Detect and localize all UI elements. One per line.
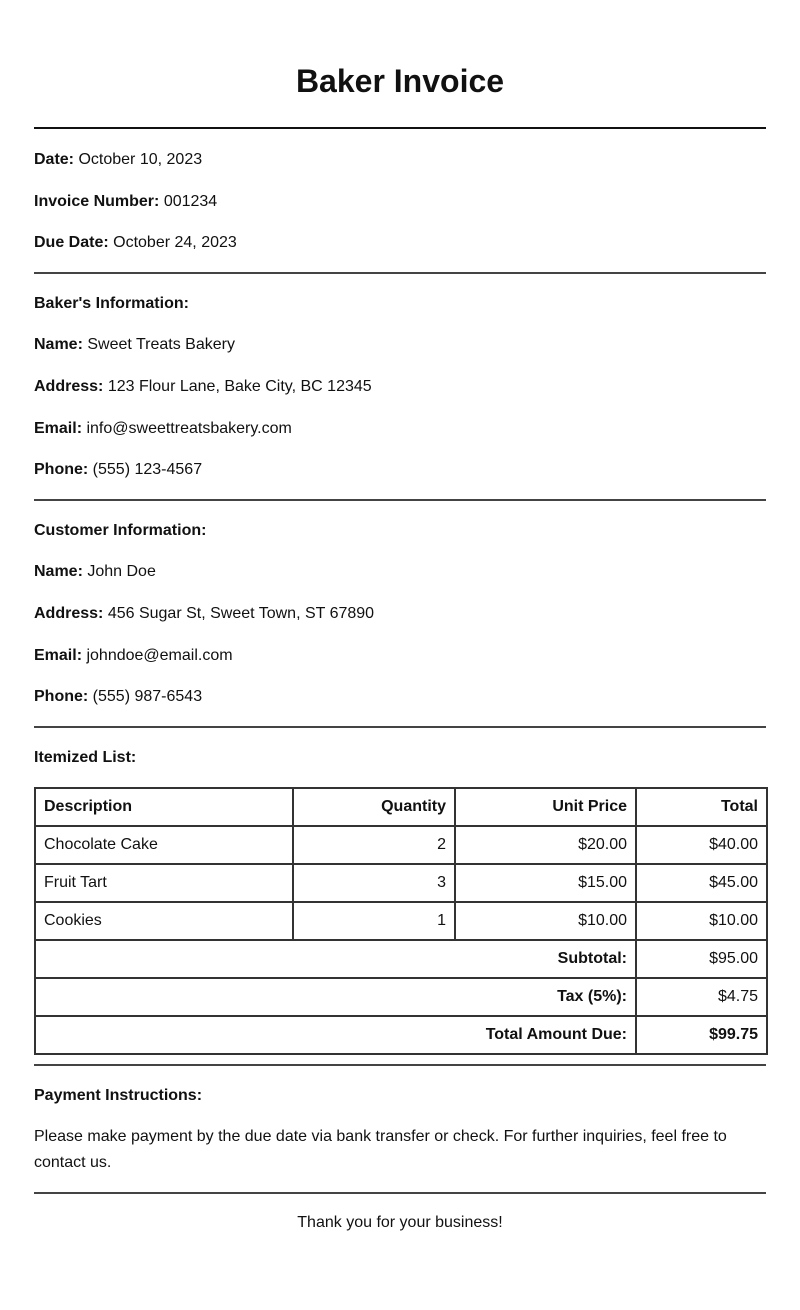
customer-email-value: johndoe@email.com [86, 647, 233, 664]
customer-info-heading: Customer Information: [34, 522, 207, 539]
subtotal-label: Subtotal: [35, 940, 636, 978]
baker-phone-label: Phone: [34, 461, 89, 478]
due-date-label: Due Date: [34, 234, 109, 251]
customer-name-label: Name: [34, 563, 83, 580]
baker-info [34, 294, 766, 480]
payment-instructions-text: Please make payment by the due date via bank transfer or check. For further inquiries, feel free to contact us. [34, 1128, 727, 1171]
total-due-value: $99.75 [636, 1016, 767, 1054]
invoice-number-line [34, 192, 766, 212]
table-row [35, 826, 767, 864]
due-date-value: October 24, 2023 [113, 234, 237, 251]
baker-phone-value: (555) 123-4567 [92, 461, 203, 478]
subtotal-value: $95.00 [636, 940, 767, 978]
item-description: Cookies [35, 902, 293, 940]
item-total: $40.00 [636, 826, 767, 864]
baker-email-value: info@sweettreatsbakery.com [86, 420, 292, 437]
customer-address-value: 456 Sugar St, Sweet Town, ST 67890 [107, 605, 375, 622]
customer-phone-line [34, 687, 766, 707]
section-divider [34, 726, 766, 728]
customer-email-line [34, 646, 766, 666]
baker-email-line [34, 419, 766, 439]
baker-address-value: 123 Flour Lane, Bake City, BC 12345 [107, 378, 372, 395]
baker-address-label: Address: [34, 378, 104, 395]
total-due-label: Total Amount Due: [35, 1016, 636, 1054]
section-divider [34, 272, 766, 274]
baker-phone-line [34, 460, 766, 480]
column-header-quantity: Quantity [293, 788, 455, 826]
item-quantity: 3 [293, 864, 455, 902]
column-header-total: Total [636, 788, 767, 826]
item-unit-price: $15.00 [455, 864, 636, 902]
customer-address-line [34, 604, 766, 624]
title-divider [34, 127, 766, 129]
section-divider [34, 1064, 766, 1066]
payment-instructions-heading: Payment Instructions: [34, 1087, 203, 1104]
invoice-meta [34, 150, 766, 253]
customer-phone-label: Phone: [34, 688, 89, 705]
baker-email-label: Email: [34, 420, 83, 437]
table-row [35, 864, 767, 902]
item-unit-price: $10.00 [455, 902, 636, 940]
customer-info [34, 521, 766, 707]
date-value: October 10, 2023 [78, 151, 203, 168]
customer-name-value: John Doe [87, 563, 156, 580]
item-total: $45.00 [636, 864, 767, 902]
item-quantity: 2 [293, 826, 455, 864]
total-due-row [35, 1016, 767, 1054]
due-date-line [34, 233, 766, 253]
customer-name-line [34, 562, 766, 582]
baker-name-label: Name: [34, 336, 83, 353]
baker-address-line [34, 377, 766, 397]
baker-info-heading: Baker's Information: [34, 295, 189, 312]
payment-instructions [34, 1086, 766, 1176]
item-total: $10.00 [636, 902, 767, 940]
column-header-unit-price: Unit Price [455, 788, 636, 826]
item-quantity: 1 [293, 902, 455, 940]
column-header-description: Description [35, 788, 293, 826]
invoice-number-value: 001234 [163, 193, 218, 210]
item-description: Chocolate Cake [35, 826, 293, 864]
invoice-page [34, 0, 766, 1233]
table-header-row [35, 788, 767, 826]
tax-value: $4.75 [636, 978, 767, 1016]
section-divider [34, 499, 766, 501]
customer-email-label: Email: [34, 647, 83, 664]
subtotal-row [35, 940, 767, 978]
item-description: Fruit Tart [35, 864, 293, 902]
invoice-title: Baker Invoice [295, 63, 505, 99]
customer-phone-value: (555) 987-6543 [92, 688, 203, 705]
baker-name-line [34, 335, 766, 355]
section-divider [34, 1192, 766, 1194]
date-line [34, 150, 766, 170]
invoice-number-label: Invoice Number: [34, 193, 160, 210]
table-row [35, 902, 767, 940]
baker-name-value: Sweet Treats Bakery [87, 336, 235, 353]
date-label: Date: [34, 151, 75, 168]
tax-label: Tax (5%): [35, 978, 636, 1016]
itemized-list-heading: Itemized List: [34, 749, 137, 766]
item-unit-price: $20.00 [455, 826, 636, 864]
customer-address-label: Address: [34, 605, 104, 622]
itemized-table [34, 787, 768, 1055]
footer-thank-you: Thank you for your business! [297, 1214, 503, 1231]
tax-row [35, 978, 767, 1016]
